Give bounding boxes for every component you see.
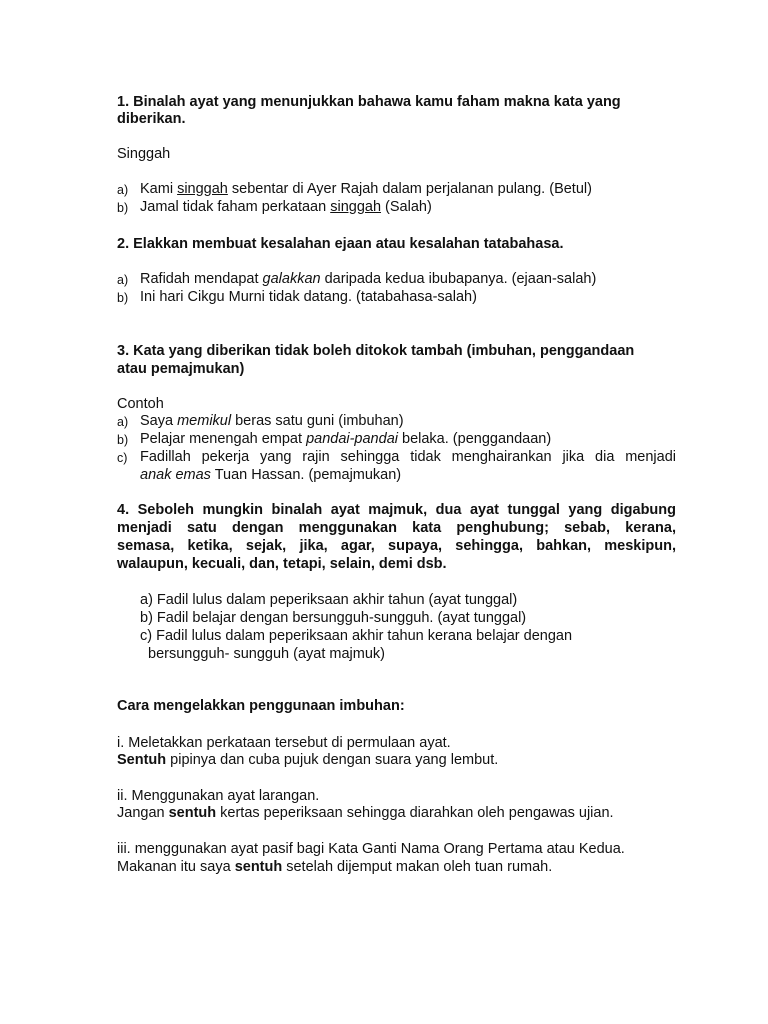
- section-4-heading-line-4: walaupun, kecuali, dan, tetapi, selain, demi dsb.: [117, 556, 447, 572]
- item-label: a): [117, 273, 129, 287]
- item-label: b): [117, 201, 129, 215]
- example-sentence: Kami singgah sebentar di Ayer Rajah dalam perjalanan pulang. (Betul): [140, 181, 592, 197]
- section-1-heading-line-1: 1. Binalah ayat yang menunjukkan bahawa kamu faham makna kata yang: [117, 94, 621, 110]
- item-label: c): [117, 451, 128, 465]
- method-title: iii. menggunakan ayat pasif bagi Kata Ganti Nama Orang Pertama atau Kedua.: [117, 841, 625, 857]
- section-3-heading-line-2: atau pemajmukan): [117, 361, 245, 377]
- example-sentence: a) Fadil lulus dalam peperiksaan akhir tahun (ayat tunggal): [140, 592, 518, 608]
- section-3-heading-line-1: 3. Kata yang diberikan tidak boleh ditokok tambah (imbuhan, penggandaan: [117, 343, 635, 359]
- example-sentence-continued: bersungguh- sungguh (ayat majmuk): [148, 646, 385, 662]
- example-sentence: Ini hari Cikgu Murni tidak datang. (tatabahasa-salah): [140, 289, 477, 305]
- method-example: Sentuh pipinya dan cuba pujuk dengan suara yang lembut.: [117, 752, 499, 768]
- example-sentence: Pelajar menengah empat pandai-pandai belaka. (penggandaan): [140, 431, 552, 447]
- section-4-heading-line-2: menjadi satu dengan menggunakan kata penghubung; sebab, kerana,: [117, 520, 676, 536]
- section-4-heading-line-1: 4. Seboleh mungkin binalah ayat majmuk, dua ayat tunggal yang digabung: [117, 502, 676, 518]
- section-1-heading-line-2: diberikan.: [117, 111, 186, 127]
- example-sentence: Fadillah pekerja yang rajin sehingga tidak menghairankan jika dia menjadi: [140, 449, 676, 465]
- item-label: a): [117, 415, 129, 429]
- target-word: Singgah: [117, 146, 171, 162]
- example-caption: Contoh: [117, 396, 164, 412]
- example-sentence: Rafidah mendapat galakkan daripada kedua ibubapanya. (ejaan-salah): [140, 271, 597, 287]
- example-sentence: c) Fadil lulus dalam peperiksaan akhir tahun kerana belajar dengan: [140, 628, 573, 644]
- item-label: b): [117, 433, 129, 447]
- section-5-heading: Cara mengelakkan penggunaan imbuhan:: [117, 698, 405, 714]
- method-example: Makanan itu saya sentuh setelah dijemput makan oleh tuan rumah.: [117, 859, 553, 875]
- example-sentence: b) Fadil belajar dengan bersungguh-sungguh. (ayat tunggal): [140, 610, 527, 626]
- example-sentence: Saya memikul beras satu guni (imbuhan): [140, 413, 404, 429]
- example-sentence-continued: anak emas Tuan Hassan. (pemajmukan): [140, 467, 402, 483]
- example-sentence: Jamal tidak faham perkataan singgah (Salah): [140, 199, 432, 215]
- method-example: Jangan sentuh kertas peperiksaan sehingga diarahkan oleh pengawas ujian.: [117, 805, 614, 821]
- section-4-heading-line-3: semasa, ketika, sejak, jika, agar, supaya, sehingga, bahkan, meskipun,: [117, 538, 676, 554]
- item-label: a): [117, 183, 129, 197]
- method-title: ii. Menggunakan ayat larangan.: [117, 788, 320, 804]
- item-label: b): [117, 291, 129, 305]
- method-title: i. Meletakkan perkataan tersebut di permulaan ayat.: [117, 735, 451, 751]
- section-2-heading: 2. Elakkan membuat kesalahan ejaan atau kesalahan tatabahasa.: [117, 236, 564, 252]
